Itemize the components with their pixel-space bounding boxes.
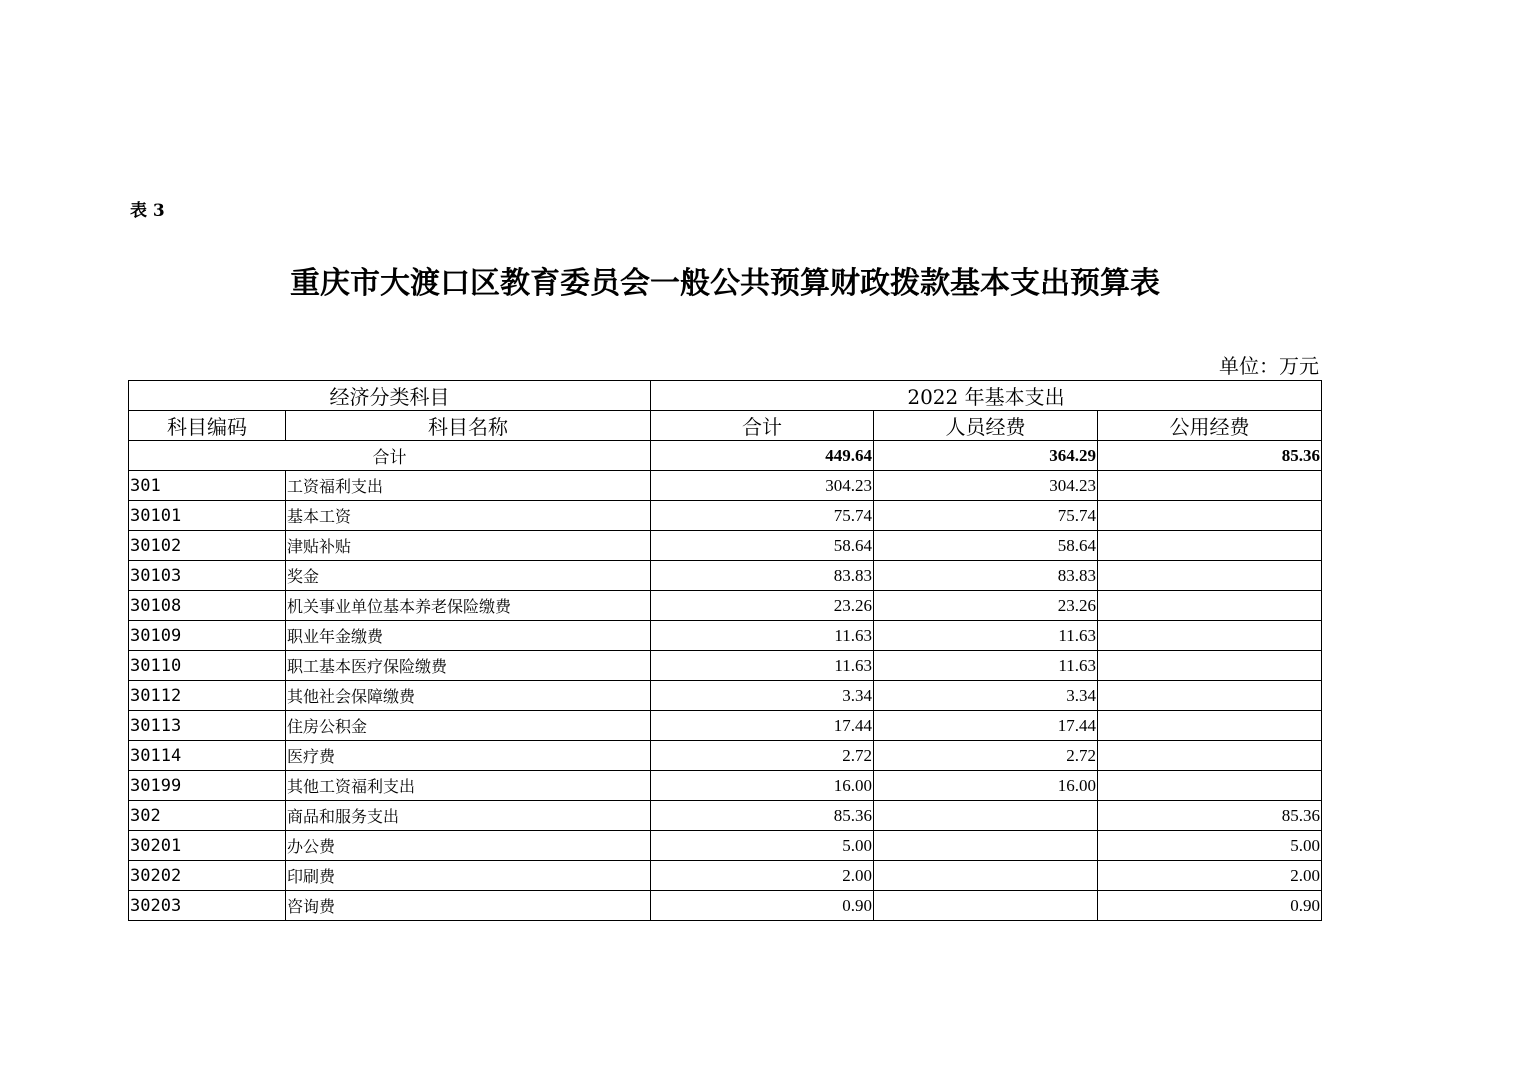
table-row <box>129 621 1322 651</box>
table-row <box>129 471 1322 501</box>
personnel-expense-cell: 11.63 <box>874 621 1098 651</box>
total-cell: 23.26 <box>651 591 874 621</box>
personnel-expense-cell: 304.23 <box>874 471 1098 501</box>
public-expense-cell: 0.90 <box>1098 891 1322 921</box>
personnel-expense-cell: 58.64 <box>874 531 1098 561</box>
total-row <box>129 441 1322 471</box>
table-row <box>129 501 1322 531</box>
subject-name-cell: 工资福利支出 <box>286 471 651 501</box>
public-expense-cell <box>1098 771 1322 801</box>
personnel-expense-cell <box>874 891 1098 921</box>
public-expense-cell: 5.00 <box>1098 831 1322 861</box>
subject-name-cell: 咨询费 <box>286 891 651 921</box>
personnel-expense-cell: 11.63 <box>874 651 1098 681</box>
table-row <box>129 711 1322 741</box>
unit-label: 单位：万元 <box>1219 354 1319 378</box>
public-expense-cell <box>1098 531 1322 561</box>
total-cell: 11.63 <box>651 621 874 651</box>
personnel-expense-cell: 23.26 <box>874 591 1098 621</box>
total-row-total: 449.64 <box>651 441 874 471</box>
personnel-expense-cell: 17.44 <box>874 711 1098 741</box>
subject-name-cell: 医疗费 <box>286 741 651 771</box>
subject-name-cell: 印刷费 <box>286 861 651 891</box>
public-expense-cell <box>1098 501 1322 531</box>
table-row <box>129 831 1322 861</box>
header-economic-classification: 经济分类科目 <box>129 381 651 411</box>
total-cell: 0.90 <box>651 891 874 921</box>
header-total: 合计 <box>651 411 874 441</box>
subject-code-cell: 30199 <box>129 771 286 801</box>
public-expense-cell: 85.36 <box>1098 801 1322 831</box>
subject-name-cell: 职工基本医疗保险缴费 <box>286 651 651 681</box>
subject-code-cell: 30109 <box>129 621 286 651</box>
personnel-expense-cell <box>874 861 1098 891</box>
header-subject-name: 科目名称 <box>286 411 651 441</box>
total-row-personnel: 364.29 <box>874 441 1098 471</box>
subject-code-cell: 30112 <box>129 681 286 711</box>
total-cell: 17.44 <box>651 711 874 741</box>
total-cell: 304.23 <box>651 471 874 501</box>
header-column-row <box>129 411 1322 441</box>
subject-code-cell: 30201 <box>129 831 286 861</box>
subject-code-cell: 30113 <box>129 711 286 741</box>
subject-code-cell: 30202 <box>129 861 286 891</box>
subject-name-cell: 住房公积金 <box>286 711 651 741</box>
total-row-label: 合计 <box>129 441 651 471</box>
table-row <box>129 651 1322 681</box>
personnel-expense-cell: 2.72 <box>874 741 1098 771</box>
subject-name-cell: 津贴补贴 <box>286 531 651 561</box>
table-row <box>129 531 1322 561</box>
total-cell: 85.36 <box>651 801 874 831</box>
header-basic-expenditure-year: 2022 年基本支出 <box>651 381 1322 411</box>
subject-code-cell: 30110 <box>129 651 286 681</box>
total-cell: 11.63 <box>651 651 874 681</box>
subject-code-cell: 30108 <box>129 591 286 621</box>
total-cell: 16.00 <box>651 771 874 801</box>
table-row <box>129 591 1322 621</box>
personnel-expense-cell: 83.83 <box>874 561 1098 591</box>
table-row <box>129 681 1322 711</box>
table-row <box>129 771 1322 801</box>
public-expense-cell <box>1098 711 1322 741</box>
table-row <box>129 861 1322 891</box>
header-public-expense: 公用经费 <box>1098 411 1322 441</box>
subject-code-cell: 30102 <box>129 531 286 561</box>
subject-name-cell: 办公费 <box>286 831 651 861</box>
public-expense-cell <box>1098 651 1322 681</box>
subject-code-cell: 30101 <box>129 501 286 531</box>
table-row <box>129 741 1322 771</box>
total-row-public: 85.36 <box>1098 441 1322 471</box>
total-cell: 5.00 <box>651 831 874 861</box>
header-personnel-expense: 人员经费 <box>874 411 1098 441</box>
header-group-row <box>129 381 1322 411</box>
personnel-expense-cell: 75.74 <box>874 501 1098 531</box>
subject-name-cell: 机关事业单位基本养老保险缴费 <box>286 591 651 621</box>
subject-name-cell: 其他社会保障缴费 <box>286 681 651 711</box>
subject-name-cell: 奖金 <box>286 561 651 591</box>
subject-code-cell: 30203 <box>129 891 286 921</box>
public-expense-cell: 2.00 <box>1098 861 1322 891</box>
personnel-expense-cell: 3.34 <box>874 681 1098 711</box>
public-expense-cell <box>1098 681 1322 711</box>
subject-code-cell: 302 <box>129 801 286 831</box>
personnel-expense-cell <box>874 831 1098 861</box>
budget-table <box>128 380 1322 921</box>
public-expense-cell <box>1098 591 1322 621</box>
subject-name-cell: 其他工资福利支出 <box>286 771 651 801</box>
subject-code-cell: 30103 <box>129 561 286 591</box>
table-row <box>129 801 1322 831</box>
personnel-expense-cell: 16.00 <box>874 771 1098 801</box>
page-title: 重庆市大渡口区教育委员会一般公共预算财政拨款基本支出预算表 <box>290 266 1160 301</box>
public-expense-cell <box>1098 471 1322 501</box>
header-subject-code: 科目编码 <box>129 411 286 441</box>
subject-name-cell: 商品和服务支出 <box>286 801 651 831</box>
public-expense-cell <box>1098 561 1322 591</box>
public-expense-cell <box>1098 621 1322 651</box>
subject-name-cell: 职业年金缴费 <box>286 621 651 651</box>
subject-code-cell: 301 <box>129 471 286 501</box>
total-cell: 2.00 <box>651 861 874 891</box>
total-cell: 3.34 <box>651 681 874 711</box>
total-cell: 2.72 <box>651 741 874 771</box>
total-cell: 58.64 <box>651 531 874 561</box>
personnel-expense-cell <box>874 801 1098 831</box>
total-cell: 83.83 <box>651 561 874 591</box>
subject-code-cell: 30114 <box>129 741 286 771</box>
table-row <box>129 891 1322 921</box>
total-cell: 75.74 <box>651 501 874 531</box>
table-number-label: 表 3 <box>130 201 165 221</box>
table-row <box>129 561 1322 591</box>
public-expense-cell <box>1098 741 1322 771</box>
subject-name-cell: 基本工资 <box>286 501 651 531</box>
